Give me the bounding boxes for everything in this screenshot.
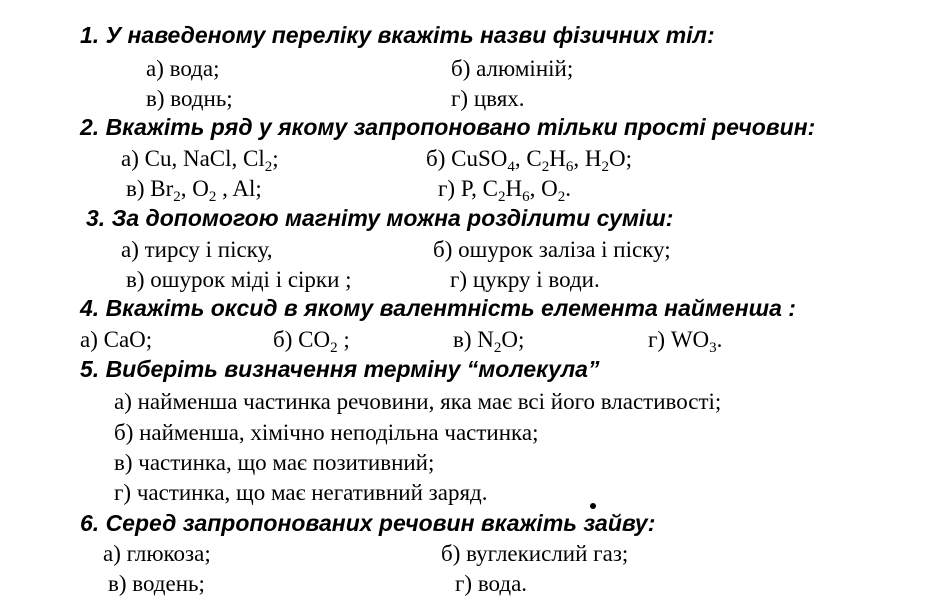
- question-3-title: 3. За допомогою магніту можна розділити суміш:: [86, 205, 674, 231]
- q5-option-c: в) частинка, що має позитивний;: [114, 450, 435, 475]
- question-6-title: 6. Серед запропонованих речовин вкажіть зайву:: [80, 510, 656, 536]
- question-4-title: 4. Вкажіть оксид в якому валентність елемента найменша :: [80, 295, 796, 321]
- q2-option-c: в) $Br_2$, $O_2$ , Al;: [126, 176, 262, 205]
- q6-option-a: а) глюкоза;: [103, 541, 211, 566]
- q3-option-c: в) ошурок міді і сірки ;: [126, 267, 352, 292]
- q2-option-d: г) P, $C_2H_6$, $O_2$.: [438, 176, 571, 205]
- q2-option-a: а) Cu, NaCl, $Cl_2$;: [121, 146, 279, 175]
- q4-option-d: г) $WO_3$.: [648, 327, 723, 356]
- ink-dot: [590, 503, 596, 509]
- q5-option-a: а) найменша частинка речовини, яка має всі його властивості;: [114, 389, 722, 414]
- q6-option-d: г) вода.: [455, 571, 528, 596]
- q1-option-b: б) алюміній;: [451, 56, 574, 81]
- q6-option-b: б) вуглекислий газ;: [441, 541, 629, 566]
- q3-option-d: г) цукру і води.: [450, 267, 600, 292]
- q4-option-b: б) $CO_2$ ;: [273, 327, 350, 356]
- question-5-title: 5. Виберіть визначення терміну “молекула”: [80, 356, 600, 382]
- q3-option-b: б) ошурок заліза і піску;: [433, 237, 671, 262]
- q1-option-c: в) воднь;: [146, 86, 233, 111]
- q4-option-c: в) $N_2O$;: [453, 327, 525, 356]
- q3-option-a: а) тирсу і піску,: [121, 237, 273, 262]
- question-2-title: 2. Вкажіть ряд у якому запропоновано тільки прості речовин:: [80, 114, 816, 140]
- q2-option-b: б) CuSO$_4$, $C_2H_6$, $H_2O$;: [426, 146, 632, 175]
- q4-option-a: а) CaO;: [80, 327, 153, 352]
- q1-option-d: г) цвях.: [451, 86, 525, 111]
- q6-option-c: в) водень;: [108, 571, 205, 596]
- q5-option-b: б) найменша, хімічно неподільна частинка;: [114, 420, 539, 445]
- question-1-title: 1. У наведеному переліку вкажіть назви фізичних тіл:: [80, 22, 715, 48]
- q1-option-a: а) вода;: [146, 56, 220, 81]
- q5-option-d: г) частинка, що має негативний заряд.: [114, 480, 488, 505]
